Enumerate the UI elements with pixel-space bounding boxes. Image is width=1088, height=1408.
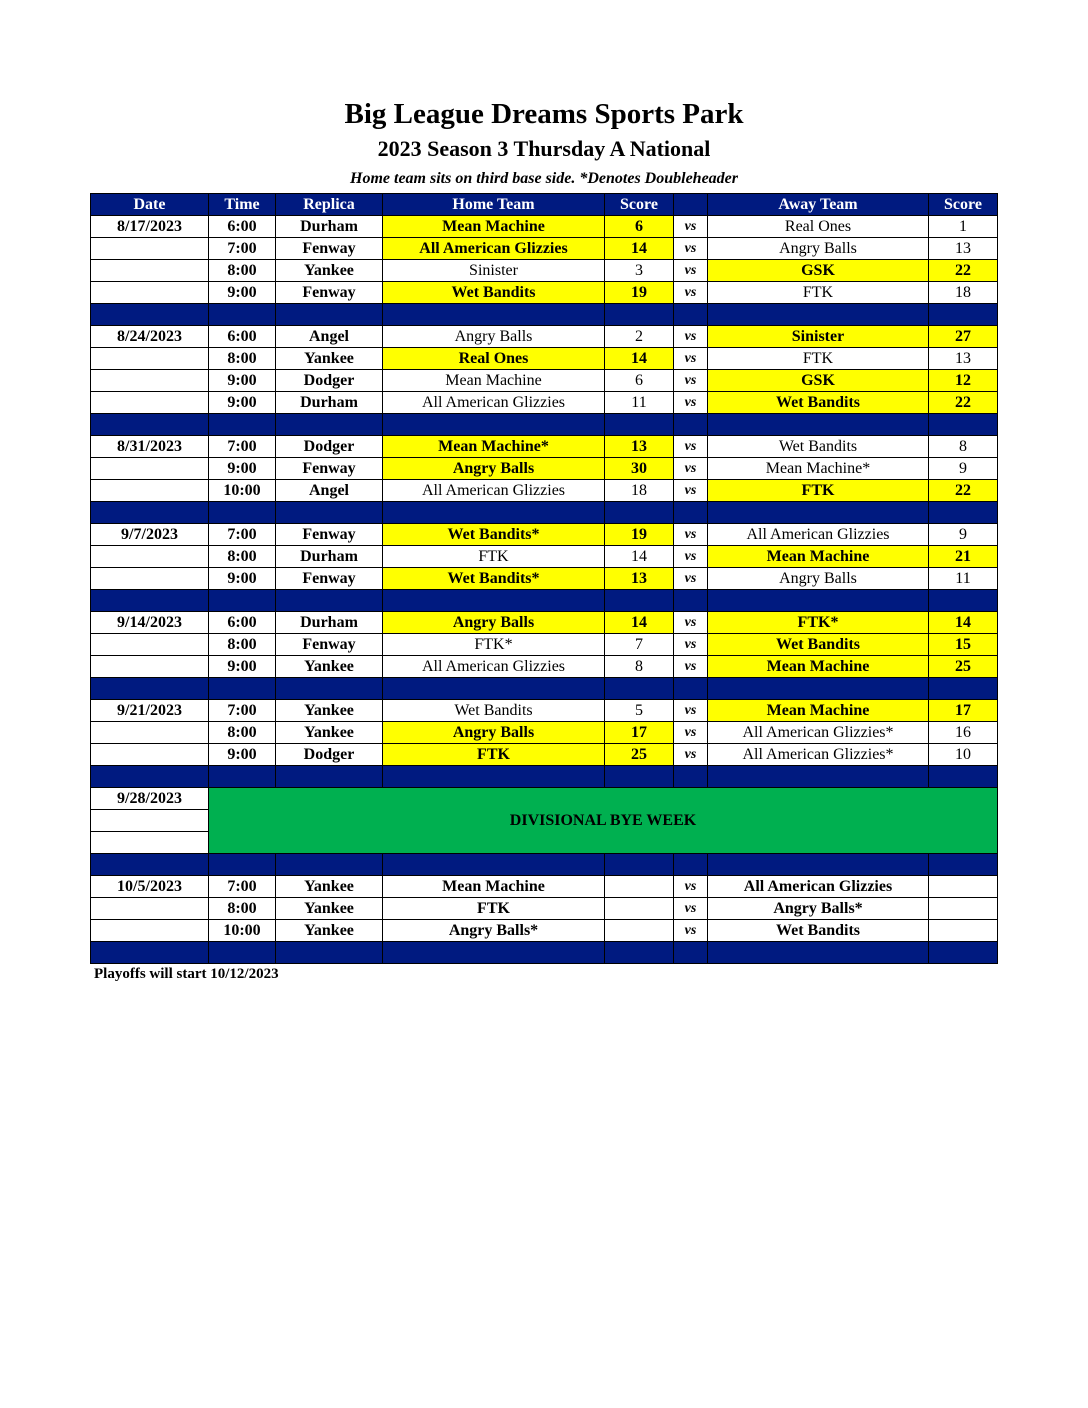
separator-cell [929, 766, 998, 788]
away-score: 14 [929, 612, 998, 634]
home-team: Angry Balls [383, 458, 605, 480]
home-team: All American Glizzies [383, 480, 605, 502]
game-row [91, 326, 998, 348]
game-date [91, 634, 209, 656]
home-team: Mean Machine [383, 876, 605, 898]
game-date [91, 260, 209, 282]
vs-label: vs [674, 282, 708, 304]
separator-cell [605, 590, 674, 612]
separator-cell [674, 590, 708, 612]
col-time: Time [209, 194, 276, 216]
game-date: 10/5/2023 [91, 876, 209, 898]
season-subtitle: 2023 Season 3 Thursday A National [377, 136, 711, 161]
separator-cell [91, 942, 209, 964]
game-date [91, 744, 209, 766]
separator-cell [209, 590, 276, 612]
home-score [605, 876, 674, 898]
home-score: 30 [605, 458, 674, 480]
col-vs [674, 194, 708, 216]
game-field: Yankee [276, 260, 383, 282]
home-team: FTK* [383, 634, 605, 656]
vs-label: vs [674, 876, 708, 898]
vs-label: vs [674, 634, 708, 656]
game-row [91, 634, 998, 656]
game-row [91, 436, 998, 458]
away-score: 9 [929, 458, 998, 480]
away-score: 27 [929, 326, 998, 348]
game-row [91, 238, 998, 260]
vs-label: vs [674, 744, 708, 766]
game-row [91, 216, 998, 238]
game-field: Yankee [276, 898, 383, 920]
game-field: Dodger [276, 436, 383, 458]
vs-label: vs [674, 392, 708, 414]
game-time: 6:00 [209, 216, 276, 238]
away-team: Real Ones [708, 216, 929, 238]
vs-label: vs [674, 370, 708, 392]
bye-week-date [91, 810, 209, 832]
away-team: All American Glizzies* [708, 722, 929, 744]
home-score: 19 [605, 524, 674, 546]
separator-cell [383, 304, 605, 326]
game-row [91, 480, 998, 502]
game-row [91, 656, 998, 678]
vs-label: vs [674, 700, 708, 722]
away-team: FTK [708, 480, 929, 502]
vs-label: vs [674, 546, 708, 568]
away-team: Angry Balls [708, 568, 929, 590]
vs-label: vs [674, 458, 708, 480]
separator-cell [605, 502, 674, 524]
home-team: Wet Bandits [383, 700, 605, 722]
away-score: 1 [929, 216, 998, 238]
away-team: Mean Machine [708, 656, 929, 678]
away-score: 17 [929, 700, 998, 722]
separator-cell [708, 590, 929, 612]
separator-cell [605, 678, 674, 700]
away-score: 11 [929, 568, 998, 590]
game-time: 8:00 [209, 348, 276, 370]
home-score: 11 [605, 392, 674, 414]
away-score: 16 [929, 722, 998, 744]
separator-row [91, 590, 998, 612]
game-time: 7:00 [209, 524, 276, 546]
separator-cell [674, 678, 708, 700]
vs-label: vs [674, 920, 708, 942]
game-time: 9:00 [209, 392, 276, 414]
header-row [91, 194, 998, 216]
home-team: Angry Balls [383, 326, 605, 348]
separator-cell [708, 854, 929, 876]
vs-label: vs [674, 612, 708, 634]
game-time: 8:00 [209, 898, 276, 920]
bye-week-row [91, 788, 998, 810]
game-row [91, 524, 998, 546]
game-time: 9:00 [209, 370, 276, 392]
game-field: Durham [276, 546, 383, 568]
game-row [91, 612, 998, 634]
game-date [91, 458, 209, 480]
home-score: 19 [605, 282, 674, 304]
separator-cell [674, 304, 708, 326]
game-time: 9:00 [209, 744, 276, 766]
game-time: 8:00 [209, 546, 276, 568]
separator-cell [276, 942, 383, 964]
away-score: 25 [929, 656, 998, 678]
game-time: 7:00 [209, 876, 276, 898]
home-team: All American Glizzies [383, 656, 605, 678]
separator-cell [674, 942, 708, 964]
away-score: 13 [929, 348, 998, 370]
home-team: Real Ones [383, 348, 605, 370]
game-field: Fenway [276, 524, 383, 546]
vs-label: vs [674, 722, 708, 744]
game-row [91, 744, 998, 766]
game-field: Yankee [276, 348, 383, 370]
game-time: 8:00 [209, 722, 276, 744]
home-score: 5 [605, 700, 674, 722]
home-score: 8 [605, 656, 674, 678]
home-score: 6 [605, 370, 674, 392]
game-date [91, 722, 209, 744]
home-score: 7 [605, 634, 674, 656]
home-score [605, 898, 674, 920]
game-time: 6:00 [209, 326, 276, 348]
game-field: Dodger [276, 744, 383, 766]
separator-cell [929, 678, 998, 700]
separator-cell [383, 678, 605, 700]
col-home-team: Home Team [383, 194, 605, 216]
game-date [91, 348, 209, 370]
away-score: 15 [929, 634, 998, 656]
home-team: All American Glizzies [383, 238, 605, 260]
game-time: 7:00 [209, 436, 276, 458]
home-score: 14 [605, 348, 674, 370]
game-date: 9/21/2023 [91, 700, 209, 722]
home-score: 25 [605, 744, 674, 766]
separator-cell [708, 766, 929, 788]
away-score: 10 [929, 744, 998, 766]
home-team: Mean Machine* [383, 436, 605, 458]
game-time: 7:00 [209, 238, 276, 260]
separator-cell [276, 766, 383, 788]
vs-label: vs [674, 568, 708, 590]
home-score: 2 [605, 326, 674, 348]
game-field: Yankee [276, 876, 383, 898]
separator-cell [674, 766, 708, 788]
separator-cell [209, 414, 276, 436]
away-team: Angry Balls [708, 238, 929, 260]
col-away-score: Score [929, 194, 998, 216]
vs-label: vs [674, 898, 708, 920]
game-time: 10:00 [209, 480, 276, 502]
game-row [91, 546, 998, 568]
game-row [91, 348, 998, 370]
separator-cell [929, 854, 998, 876]
vs-label: vs [674, 524, 708, 546]
vs-label: vs [674, 480, 708, 502]
home-team: Angry Balls [383, 722, 605, 744]
separator-cell [929, 414, 998, 436]
game-field: Fenway [276, 238, 383, 260]
away-team: Wet Bandits [708, 634, 929, 656]
game-field: Yankee [276, 920, 383, 942]
game-date [91, 392, 209, 414]
home-team: All American Glizzies [383, 392, 605, 414]
separator-cell [708, 942, 929, 964]
separator-cell [708, 502, 929, 524]
separator-cell [929, 590, 998, 612]
away-team: All American Glizzies* [708, 744, 929, 766]
separator-row [91, 854, 998, 876]
game-field: Yankee [276, 656, 383, 678]
game-date [91, 898, 209, 920]
away-score: 21 [929, 546, 998, 568]
away-team: Angry Balls* [708, 898, 929, 920]
separator-cell [91, 502, 209, 524]
bye-week-date: 9/28/2023 [91, 788, 209, 810]
away-team: Mean Machine [708, 700, 929, 722]
away-score [929, 876, 998, 898]
home-team: Sinister [383, 260, 605, 282]
game-field: Durham [276, 612, 383, 634]
separator-cell [383, 414, 605, 436]
separator-cell [276, 590, 383, 612]
home-team: Wet Bandits [383, 282, 605, 304]
away-team: Mean Machine* [708, 458, 929, 480]
game-date: 9/14/2023 [91, 612, 209, 634]
home-score: 14 [605, 238, 674, 260]
home-score: 13 [605, 436, 674, 458]
game-date: 9/7/2023 [91, 524, 209, 546]
game-date [91, 282, 209, 304]
separator-cell [276, 678, 383, 700]
separator-cell [708, 414, 929, 436]
bye-week-banner: DIVISIONAL BYE WEEK [209, 788, 998, 854]
separator-cell [91, 304, 209, 326]
game-date [91, 546, 209, 568]
separator-cell [383, 590, 605, 612]
col-home-score: Score [605, 194, 674, 216]
playoffs-footer: Playoffs will start 10/12/2023 [94, 966, 279, 982]
separator-row [91, 942, 998, 964]
game-time: 8:00 [209, 634, 276, 656]
separator-cell [605, 942, 674, 964]
game-date: 8/17/2023 [91, 216, 209, 238]
game-time: 8:00 [209, 260, 276, 282]
home-team: Angry Balls* [383, 920, 605, 942]
home-team: FTK [383, 546, 605, 568]
separator-cell [605, 766, 674, 788]
bye-week-date [91, 832, 209, 854]
away-team: FTK* [708, 612, 929, 634]
col-away-team: Away Team [708, 194, 929, 216]
separator-cell [929, 304, 998, 326]
col-date: Date [91, 194, 209, 216]
game-row [91, 458, 998, 480]
home-score [605, 920, 674, 942]
game-field: Dodger [276, 370, 383, 392]
away-team: Sinister [708, 326, 929, 348]
schedule-table [90, 193, 998, 964]
separator-cell [91, 678, 209, 700]
separator-cell [276, 414, 383, 436]
vs-label: vs [674, 238, 708, 260]
game-field: Yankee [276, 700, 383, 722]
game-date [91, 480, 209, 502]
game-time: 9:00 [209, 656, 276, 678]
separator-cell [605, 414, 674, 436]
game-date [91, 920, 209, 942]
home-score: 14 [605, 546, 674, 568]
separator-cell [276, 854, 383, 876]
away-team: Wet Bandits [708, 392, 929, 414]
home-score: 6 [605, 216, 674, 238]
home-team: Wet Bandits* [383, 568, 605, 590]
game-time: 9:00 [209, 458, 276, 480]
game-row [91, 392, 998, 414]
separator-cell [383, 766, 605, 788]
game-time: 9:00 [209, 282, 276, 304]
separator-cell [708, 678, 929, 700]
game-field: Fenway [276, 568, 383, 590]
separator-cell [209, 854, 276, 876]
schedule-body [91, 216, 998, 964]
separator-cell [674, 854, 708, 876]
home-score: 13 [605, 568, 674, 590]
separator-cell [708, 304, 929, 326]
away-score: 13 [929, 238, 998, 260]
away-team: All American Glizzies [708, 876, 929, 898]
separator-cell [674, 414, 708, 436]
game-field: Durham [276, 392, 383, 414]
game-field: Fenway [276, 458, 383, 480]
separator-cell [605, 854, 674, 876]
away-score [929, 898, 998, 920]
game-date [91, 656, 209, 678]
home-team: Wet Bandits* [383, 524, 605, 546]
away-score: 8 [929, 436, 998, 458]
separator-cell [91, 414, 209, 436]
separator-cell [276, 502, 383, 524]
game-row [91, 876, 998, 898]
away-team: GSK [708, 370, 929, 392]
home-score: 17 [605, 722, 674, 744]
home-score: 14 [605, 612, 674, 634]
separator-cell [209, 942, 276, 964]
home-team: Mean Machine [383, 370, 605, 392]
game-date [91, 568, 209, 590]
game-date: 8/24/2023 [91, 326, 209, 348]
away-score [929, 920, 998, 942]
separator-cell [929, 942, 998, 964]
separator-cell [209, 766, 276, 788]
game-field: Angel [276, 480, 383, 502]
game-row [91, 568, 998, 590]
separator-row [91, 766, 998, 788]
game-row [91, 282, 998, 304]
away-score: 22 [929, 480, 998, 502]
game-row [91, 260, 998, 282]
vs-label: vs [674, 260, 708, 282]
game-field: Yankee [276, 722, 383, 744]
separator-cell [605, 304, 674, 326]
game-field: Fenway [276, 634, 383, 656]
away-team: Wet Bandits [708, 436, 929, 458]
separator-cell [91, 766, 209, 788]
away-score: 22 [929, 392, 998, 414]
game-date [91, 370, 209, 392]
away-team: FTK [708, 348, 929, 370]
away-team: Mean Machine [708, 546, 929, 568]
separator-cell [383, 942, 605, 964]
vs-label: vs [674, 348, 708, 370]
vs-label: vs [674, 656, 708, 678]
separator-row [91, 304, 998, 326]
game-time: 10:00 [209, 920, 276, 942]
game-field: Fenway [276, 282, 383, 304]
away-score: 9 [929, 524, 998, 546]
separator-cell [91, 590, 209, 612]
away-score: 18 [929, 282, 998, 304]
vs-label: vs [674, 326, 708, 348]
home-score: 18 [605, 480, 674, 502]
page-title: Big League Dreams Sports Park [344, 98, 744, 130]
away-team: Wet Bandits [708, 920, 929, 942]
game-row [91, 722, 998, 744]
game-field: Durham [276, 216, 383, 238]
home-team: Angry Balls [383, 612, 605, 634]
separator-cell [674, 502, 708, 524]
separator-row [91, 414, 998, 436]
col-replica: Replica [276, 194, 383, 216]
separator-cell [383, 502, 605, 524]
vs-label: vs [674, 436, 708, 458]
game-time: 6:00 [209, 612, 276, 634]
separator-cell [383, 854, 605, 876]
away-team: GSK [708, 260, 929, 282]
away-score: 12 [929, 370, 998, 392]
game-field: Angel [276, 326, 383, 348]
schedule-note: Home team sits on third base side. *Denotes Doubleheader [350, 170, 738, 187]
away-team: FTK [708, 282, 929, 304]
game-row [91, 370, 998, 392]
separator-cell [91, 854, 209, 876]
away-score: 22 [929, 260, 998, 282]
separator-row [91, 502, 998, 524]
game-row [91, 920, 998, 942]
away-team: All American Glizzies [708, 524, 929, 546]
separator-cell [209, 678, 276, 700]
home-score: 3 [605, 260, 674, 282]
game-time: 9:00 [209, 568, 276, 590]
game-date [91, 238, 209, 260]
separator-cell [209, 502, 276, 524]
game-row [91, 898, 998, 920]
game-row [91, 700, 998, 722]
home-team: Mean Machine [383, 216, 605, 238]
home-team: FTK [383, 898, 605, 920]
separator-row [91, 678, 998, 700]
separator-cell [929, 502, 998, 524]
game-time: 7:00 [209, 700, 276, 722]
vs-label: vs [674, 216, 708, 238]
separator-cell [209, 304, 276, 326]
home-team: FTK [383, 744, 605, 766]
game-date: 8/31/2023 [91, 436, 209, 458]
separator-cell [276, 304, 383, 326]
